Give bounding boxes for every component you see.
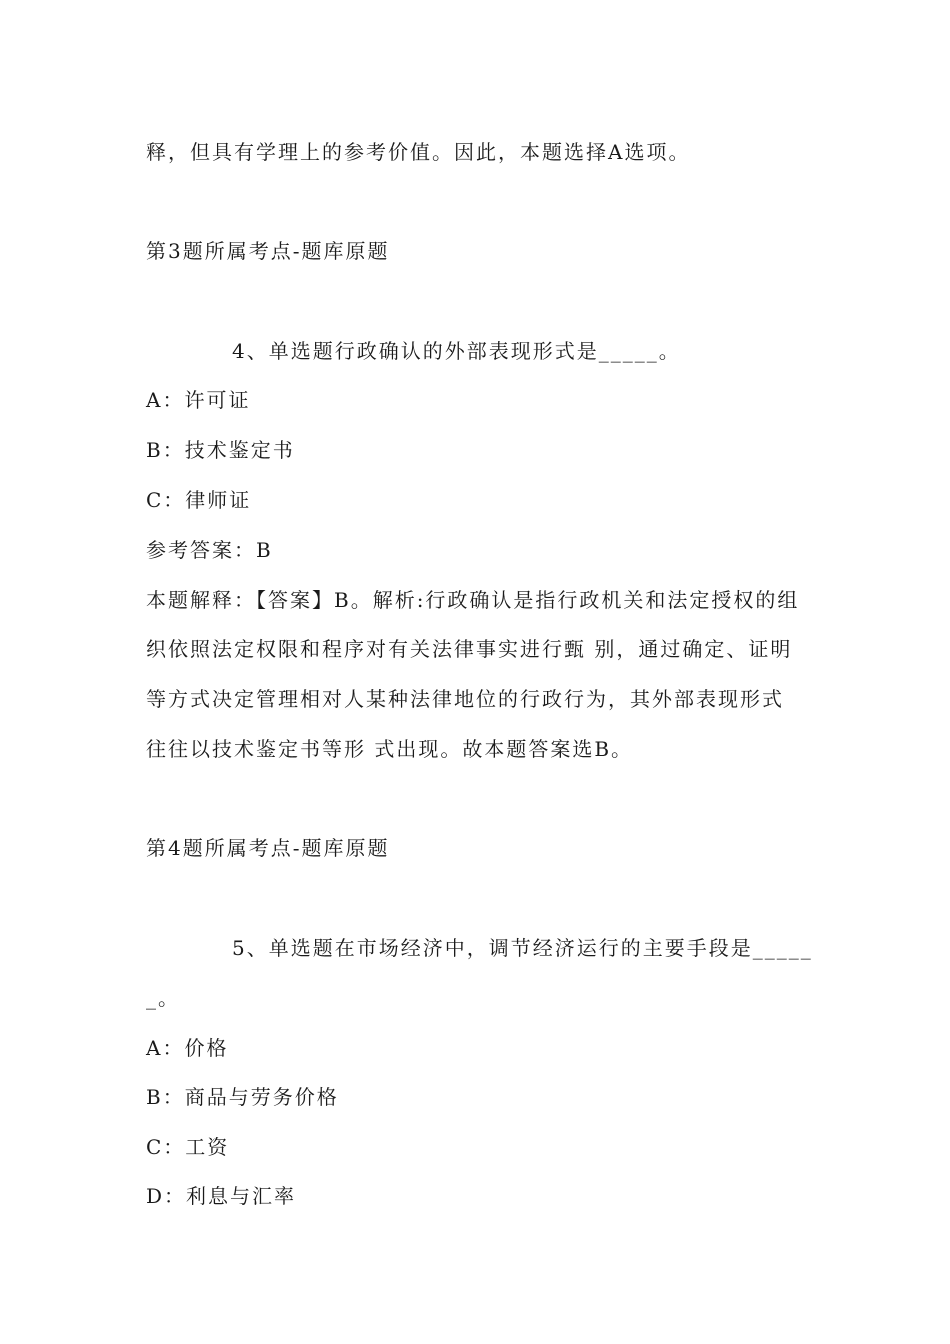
q4-section-label: 第4题所属考点-题库原题 — [146, 836, 390, 860]
q4-option-a: A：许可证 — [146, 388, 251, 412]
q4-answer: 参考答案：B — [146, 538, 273, 562]
q4-option-c: C：律师证 — [146, 488, 252, 512]
q5-option-a: A：价格 — [146, 1036, 229, 1060]
q5-title-line-1: 5、单选题在市场经济中，调节经济运行的主要手段是_____ — [232, 936, 813, 960]
q3-section-label: 第3题所属考点-题库原题 — [146, 239, 390, 263]
q5-title-line-2: _。 — [146, 986, 180, 1010]
q4-option-b: B：技术鉴定书 — [146, 438, 295, 462]
q5-option-c: C：工资 — [146, 1135, 230, 1159]
q4-explanation-line-1: 本题解释：【答案】B。解析:行政确认是指行政机关和法定授权的组 — [146, 588, 800, 612]
previous-explanation-tail: 释，但具有学理上的参考价值。因此，本题选择A选项。 — [146, 140, 691, 164]
q4-explanation-line-2: 织依照法定权限和程序对有关法律事实进行甄 别，通过确定、证明 — [146, 637, 793, 661]
q4-explanation-line-4: 往往以技术鉴定书等形 式出现。故本题答案选B。 — [146, 737, 634, 761]
q4-title: 4、单选题行政确认的外部表现形式是_____。 — [232, 339, 681, 363]
q5-option-d: D：利息与汇率 — [146, 1184, 297, 1208]
q5-option-b: B：商品与劳务价格 — [146, 1085, 339, 1109]
q4-explanation-line-3: 等方式决定管理相对人某种法律地位的行政行为，其外部表现形式 — [146, 687, 784, 711]
